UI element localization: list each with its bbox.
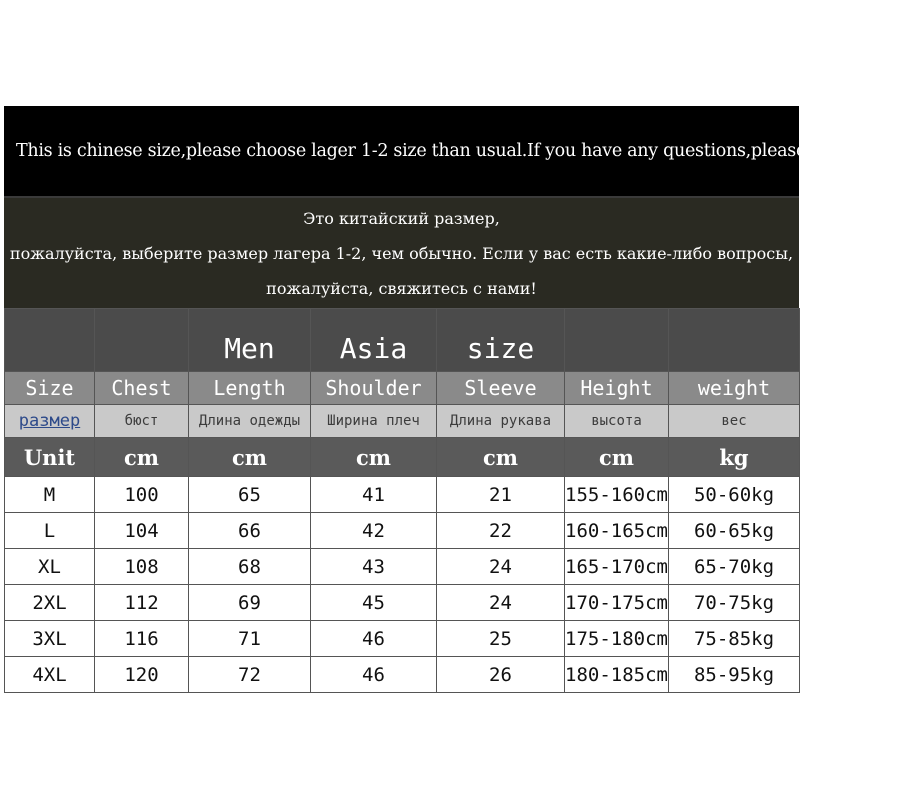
table-row-cell: 112 — [95, 585, 189, 621]
title-row — [5, 309, 800, 372]
table-row-cell: 24 — [437, 585, 565, 621]
table-row-cell: 85-95kg — [669, 657, 800, 693]
unit-row-cell: Unit — [5, 438, 95, 477]
table-row-cell: 65 — [189, 477, 311, 513]
russian-notice-line: Это китайский размер, — [303, 208, 500, 228]
title-row-cell: size — [437, 309, 565, 372]
size-table — [4, 308, 800, 693]
table-row-cell: 165-170cm — [565, 549, 669, 585]
table-row-cell: M — [5, 477, 95, 513]
unit-row-cell: cm — [95, 438, 189, 477]
table-row-cell: 26 — [437, 657, 565, 693]
table-row-cell: 21 — [437, 477, 565, 513]
table-row — [5, 477, 800, 513]
table-row-cell: 60-65kg — [669, 513, 800, 549]
table-row-cell: 2XL — [5, 585, 95, 621]
table-row-cell: 68 — [189, 549, 311, 585]
title-row-cell — [5, 309, 95, 372]
table-row-cell: 46 — [311, 621, 437, 657]
table-row-cell: 170-175cm — [565, 585, 669, 621]
title-row-cell: Men — [189, 309, 311, 372]
title-row-cell — [95, 309, 189, 372]
table-row-cell: L — [5, 513, 95, 549]
table-row-cell: 180-185cm — [565, 657, 669, 693]
header-row-en-cell: Shoulder — [311, 372, 437, 405]
title-row-cell — [565, 309, 669, 372]
table-row-cell: 43 — [311, 549, 437, 585]
header-row-en-cell: Sleeve — [437, 372, 565, 405]
table-row — [5, 621, 800, 657]
header-row-en-cell: Size — [5, 372, 95, 405]
header-row-en-cell: Length — [189, 372, 311, 405]
unit-row-cell: cm — [189, 438, 311, 477]
header-row-ru-cell: бюст — [95, 405, 189, 438]
title-row-cell: Asia — [311, 309, 437, 372]
table-row-cell: 24 — [437, 549, 565, 585]
table-row-cell: 160-165cm — [565, 513, 669, 549]
header-row-ru-cell: размер — [5, 405, 95, 438]
header-row-en-cell: Chest — [95, 372, 189, 405]
table-row-cell: 175-180cm — [565, 621, 669, 657]
header-row-ru — [5, 405, 800, 438]
table-row — [5, 513, 800, 549]
table-row-cell: 65-70kg — [669, 549, 800, 585]
header-row-ru-cell: вес — [669, 405, 800, 438]
english-notice — [4, 106, 907, 198]
unit-row — [5, 438, 800, 477]
header-row-ru-cell: Длина одежды — [189, 405, 311, 438]
table-row-cell: 70-75kg — [669, 585, 800, 621]
header-row-ru-cell: Длина рукава — [437, 405, 565, 438]
russian-notice — [4, 198, 799, 308]
table-row-cell: 50-60kg — [669, 477, 800, 513]
table-row-cell: 71 — [189, 621, 311, 657]
table-row — [5, 657, 800, 693]
header-row-ru-cell: Ширина плеч — [311, 405, 437, 438]
header-row-en-cell: Height — [565, 372, 669, 405]
table-row-cell: 100 — [95, 477, 189, 513]
table-row — [5, 585, 800, 621]
unit-row-cell: cm — [311, 438, 437, 477]
unit-row-cell: kg — [669, 438, 800, 477]
table-row-cell: 69 — [189, 585, 311, 621]
table-row-cell: 120 — [95, 657, 189, 693]
table-row-cell: 155-160cm — [565, 477, 669, 513]
russian-notice-line: пожалуйста, свяжитесь с нами! — [266, 278, 537, 298]
table-row-cell: 104 — [95, 513, 189, 549]
table-row-cell: 22 — [437, 513, 565, 549]
table-row-cell: XL — [5, 549, 95, 585]
table-row-cell: 72 — [189, 657, 311, 693]
title-row-cell — [669, 309, 800, 372]
english-notice-text: This is chinese size,please choose lager 1-2 size than usual.If you have any questions,please contact us! — [16, 141, 907, 161]
header-row-en-cell: weight — [669, 372, 800, 405]
russian-notice-line: пожалуйста, выберите размер лагера 1-2, чем обычно. Если у вас есть какие-либо вопросы, — [9, 243, 794, 263]
table-row-cell: 108 — [95, 549, 189, 585]
table-row-cell: 75-85kg — [669, 621, 800, 657]
table-row-cell: 116 — [95, 621, 189, 657]
size-table-body — [5, 309, 800, 693]
table-row-cell: 25 — [437, 621, 565, 657]
table-row-cell: 3XL — [5, 621, 95, 657]
unit-row-cell: cm — [565, 438, 669, 477]
table-row-cell: 46 — [311, 657, 437, 693]
table-row-cell: 66 — [189, 513, 311, 549]
header-row-en — [5, 372, 800, 405]
table-row-cell: 41 — [311, 477, 437, 513]
table-row-cell: 4XL — [5, 657, 95, 693]
header-row-ru-cell: высота — [565, 405, 669, 438]
size-chart — [4, 106, 907, 693]
table-row-cell: 45 — [311, 585, 437, 621]
unit-row-cell: cm — [437, 438, 565, 477]
table-row-cell: 42 — [311, 513, 437, 549]
table-row — [5, 549, 800, 585]
